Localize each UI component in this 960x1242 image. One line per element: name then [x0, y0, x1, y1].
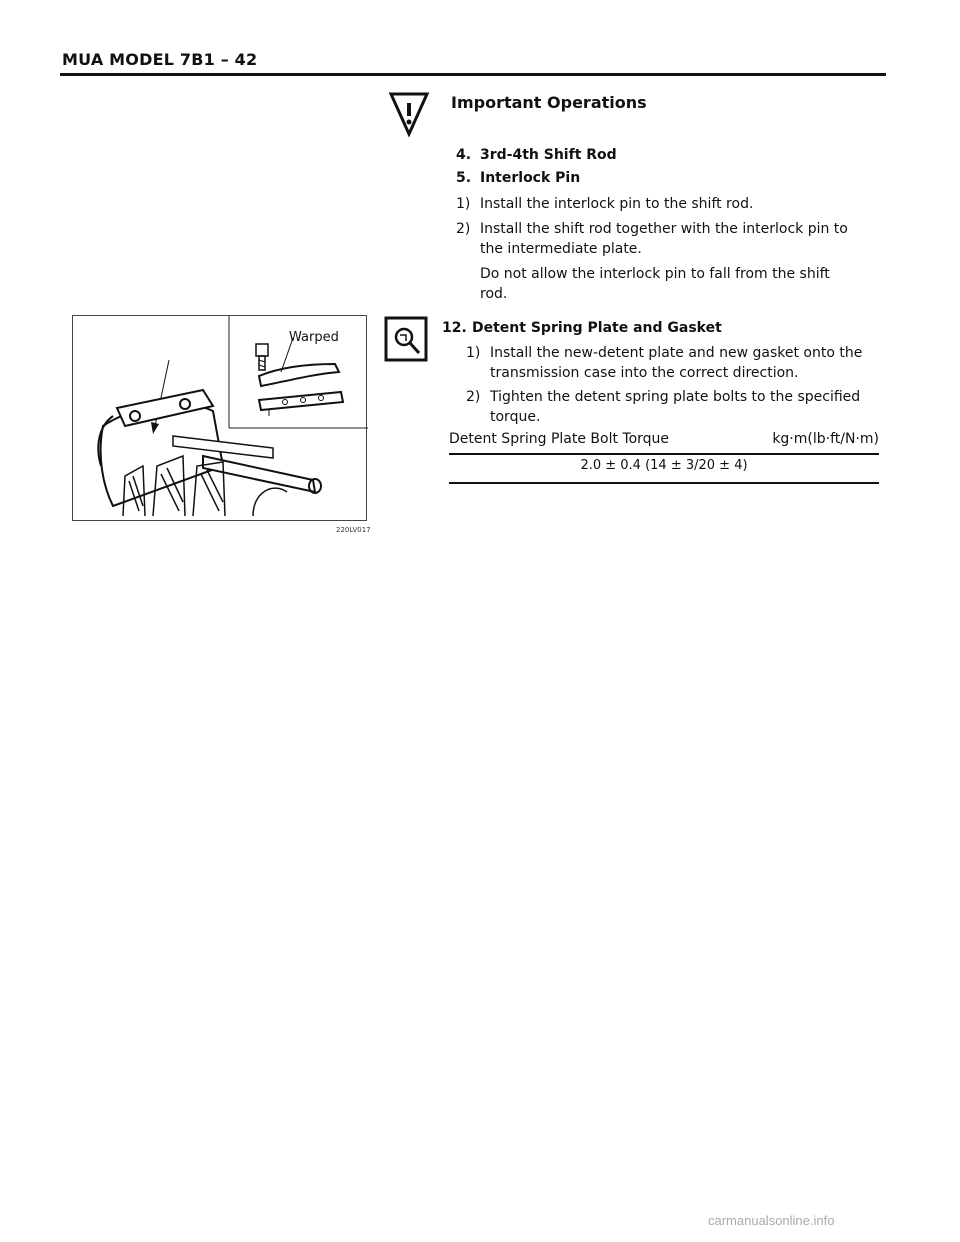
item-12: 12. Detent Spring Plate and Gasket — [442, 320, 722, 336]
section-title: Important Operations — [451, 93, 647, 112]
warped-callout: Warped — [289, 330, 339, 345]
spec-label: Detent Spring Plate Bolt Torque — [449, 431, 670, 447]
figure-id: 220LV017 — [336, 526, 371, 534]
item-4: 4. 3rd-4th Shift Rod — [456, 147, 617, 163]
spec-value: 2.0 ± 0.4 (14 ± 3/20 ± 4) — [580, 458, 748, 473]
step-b-2: 2) Tighten the detent spring plate bolts to the specified torque. — [466, 389, 861, 425]
step-a-2: 2) Install the shift rod together with the interlock pin to the intermediate plate. — [456, 221, 848, 257]
spec-rule-bottom — [449, 482, 879, 484]
spec-rule-top — [449, 453, 879, 455]
torque-spec-header — [449, 431, 879, 447]
spec-unit: kg·m(lb·ft/N·m) — [772, 431, 879, 447]
page-header: MUA MODEL 7B1 – 42 — [62, 50, 258, 69]
step-b-1: 1) Install the new-detent plate and new gasket onto the transmission case into the correct direction. — [466, 345, 863, 381]
caution-note: Do not allow the interlock pin to fall from the shift rod. — [480, 266, 830, 302]
caution-triangle-icon — [388, 90, 430, 138]
detent-spring-plate-figure — [72, 315, 367, 521]
item-5: 5. Interlock Pin — [456, 170, 581, 186]
inspect-magnifier-icon — [384, 316, 428, 362]
transmission-illustration — [73, 316, 368, 522]
step-a-1: 1) Install the interlock pin to the shift rod. — [456, 196, 754, 212]
header-rule — [60, 73, 886, 76]
site-watermark: carmanualsonline.info — [708, 1213, 835, 1228]
